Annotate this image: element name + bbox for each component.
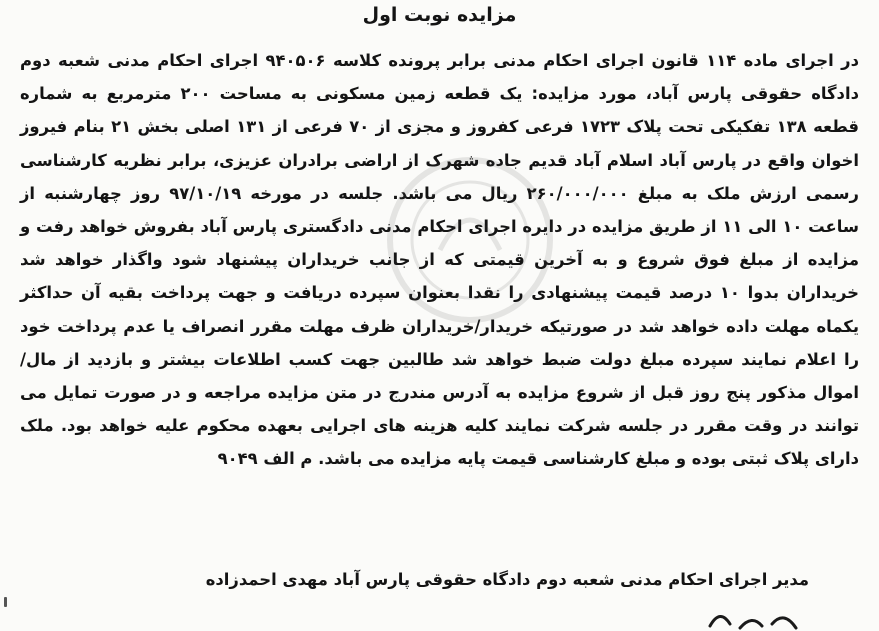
handwritten-mark-icon — [700, 606, 810, 631]
edge-mark — [4, 597, 7, 607]
notice-body: در اجرای ماده ۱۱۴ قانون اجرای احکام مدنی برابر پرونده کلاسه ۹۴۰۵۰۶ اجرای احکام مدنی شعبه دوم دادگاه حقوقی پارس آباد، مورد مزایده: یک قطعه زمین مسکونی به مساحت ۲۰۰ مترمربع به شماره قطعه ۱۳۸ تفکیکی تحت پلاک ۱۷۲۳ فرعی کفروز و مجزی از ۷۰ فرعی از ۱۳۱ اصلی بخش ۲۱ بنام فیروز اخوان واقع در پارس آباد اسلام آباد قدیم جاده شهرک از اراضی برادران عزیزی، برابر نظریه کارشناسی رسمی ارزش ملک به مبلغ ۲۶۰/۰۰۰/۰۰۰ ریال می باشد. جلسه در مورخه ۹۷/۱۰/۱۹ روز چهارشنبه از ساعت ۱۰ الی ۱۱ از طریق مزایده در دایره اجرای احکام مدنی دادگستری پارس آباد بفروش خواهد رفت و مزایده از مبلغ فوق شروع و به آخرین قیمتی که از جانب خریداران پیشنهاد شود واگذار خواهد شد خریداران بدوا ۱۰ درصد قیمت پیشنهادی را نقدا بعنوان سپرده دریافت و جهت پرداخت بقیه آن حداکثر یکماه مهلت داده خواهد شد در صورتیکه خریدار/خریداران ظرف مهلت مقرر انصراف یا عدم پرداخت خود را اعلام نمایند سپرده مبلغ دولت ضبط خواهد شد طالبین جهت کسب اطلاعات بیشتر و بازدید از مال/اموال مذکور پنج روز قبل از شروع مزایده به آدرس مندرج در متن مزایده مراجعه و در صورت تمایل می توانند در وقت مقرر در جلسه شرکت نمایند کلیه هزینه های اجرایی بعهده محکوم علیه خواهد بود. ملک دارای پلاک ثبتی بوده و مبلغ کارشناسی قیمت پایه مزایده می باشد. م الف ۹۰۴۹ — [20, 51, 860, 469]
auction-notice — [14, 0, 865, 631]
notice-title: مزایده نوبت اول — [362, 4, 517, 26]
notice-signature: مدیر اجرای احکام مدنی شعبه دوم دادگاه حقوقی پارس آباد مهدی احمدزاده — [205, 570, 809, 589]
